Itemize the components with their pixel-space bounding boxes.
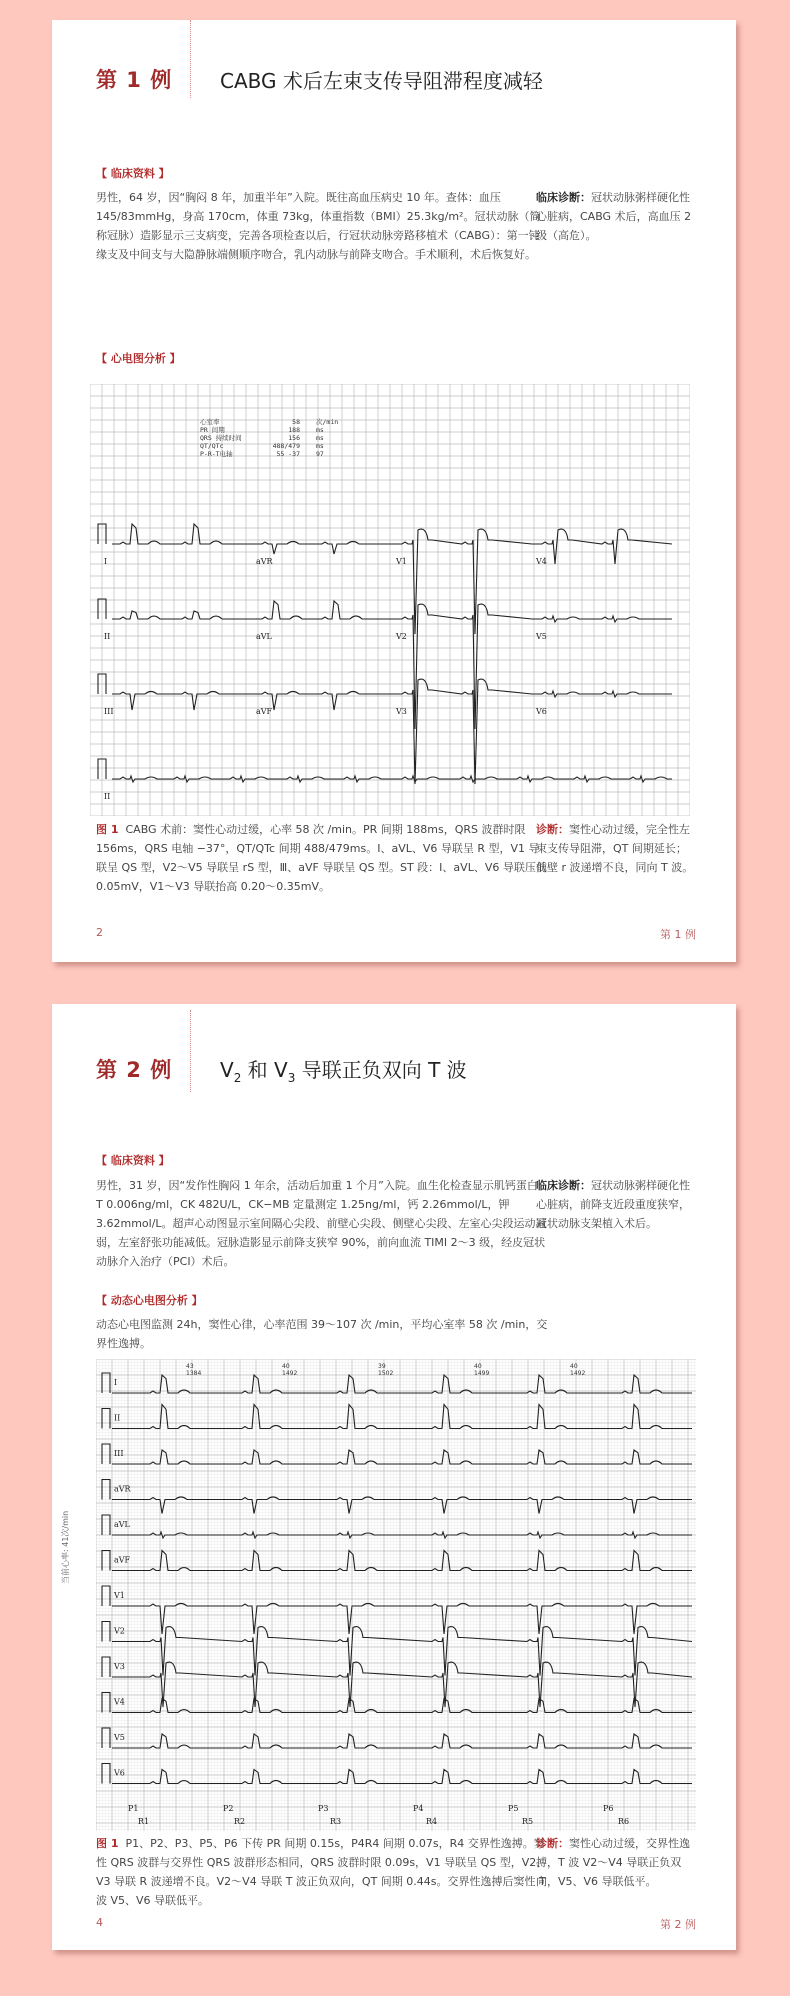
page-case-2 xyxy=(52,1004,736,1950)
svg-text:I: I xyxy=(114,1378,118,1387)
svg-text:P6: P6 xyxy=(603,1804,614,1813)
clinical-diagnosis-label: 临床诊断： xyxy=(536,191,591,204)
svg-text:V3: V3 xyxy=(396,707,407,716)
ecg-heading: 【 心电图分析 】 xyxy=(96,352,181,365)
svg-text:R3: R3 xyxy=(330,1817,342,1826)
svg-text:R6: R6 xyxy=(618,1817,630,1826)
svg-text:R1: R1 xyxy=(138,1817,150,1826)
clinical-diagnosis-text: 冠状动脉粥样硬化性心脏病，CABG 术后，高血压 2 级（高危）。 xyxy=(536,191,692,242)
case-number: 第 1 例 xyxy=(96,68,173,92)
figure-label: 图 1 xyxy=(96,823,119,836)
svg-text:R2: R2 xyxy=(234,1817,246,1826)
svg-text:1384: 1384 xyxy=(186,1370,202,1377)
svg-text:156: 156 xyxy=(288,434,300,442)
svg-text:V6: V6 xyxy=(114,1768,125,1778)
running-footer: 第 1 例 xyxy=(660,928,696,941)
clinical-text: 男性，64 岁，因“胸闷 8 年，加重半年”入院。既往高血压病史 10 年。查体：血压 145/83mmHg，身高 170cm，体重 73kg，体重指数（BMI）25.3kg/m²。冠状动脉（简称冠脉）造影显示三支病变，完善各项检查以后，行冠状动脉旁路移植术（CABG）：第一钝缘支及中间支与大隐静脉端侧顺序吻合，乳内动脉与前降支吻合。手术顺利，术后恢复好。 xyxy=(96,191,541,261)
clinical-text: 男性，31 岁，因“发作性胸闷 1 年余，活动后加重 1 个月”入院。血生化检查显示肌钙蛋白 T 0.006ng/ml，CK 482U/L，CK−MB 定量测定 1.25ng/ml，钙 2.26mmol/L，钾 3.62mmol/L。超声心动图显示室间隔心尖段、前壁心尖段、侧壁心尖段、左室心尖段运动减弱，左室舒张功能减低。冠脉造影显示前降支狭窄 90%，前向血流 TIMI 2～3 级，经皮冠状动脉介入治疗（PCI）术后。 xyxy=(96,1179,547,1268)
svg-text:aVR: aVR xyxy=(114,1484,131,1494)
svg-text:aVL: aVL xyxy=(256,632,272,641)
holter-12-lead-trace xyxy=(96,1359,696,1831)
figure-diagnosis-label: 诊断： xyxy=(536,823,569,836)
svg-text:ms: ms xyxy=(316,442,324,450)
svg-text:QT/QTc: QT/QTc xyxy=(200,442,224,450)
figure-caption-text: CABG 术前：窦性心动过缓，心率 58 次 /min。PR 间期 188ms，QRS 波群时限 156ms，QRS 电轴 −37°，QT/QTc 间期 488/479ms。Ⅰ、aVL、V6 导联呈 R 型，V1 导联呈 QS 型，V2～V5 导联呈 rS 型，Ⅲ、aVF 导联呈 QS 型。ST 段：Ⅰ、aVL、V6 导联压低 0.05mV，V1～V3 导联抬高 0.20～0.35mV。 xyxy=(96,823,547,893)
figure-diagnosis-text: 窦性心动过缓，交界性逸搏，T 波 V2～V4 导联正负双向，V5、V6 导联低平。 xyxy=(536,1837,690,1888)
svg-text:ms: ms xyxy=(316,434,324,442)
figure-label: 图 1 xyxy=(96,1837,119,1850)
holter-text: 动态心电图监测 24h，窦性心律，心率范围 39～107 次 /min，平均心室率 58 次 /min，交界性逸搏。 xyxy=(96,1318,548,1350)
svg-text:心室率: 心室率 xyxy=(200,418,220,426)
svg-text:R4: R4 xyxy=(426,1817,438,1826)
svg-text:P5: P5 xyxy=(508,1804,519,1813)
svg-text:P4: P4 xyxy=(413,1804,424,1813)
svg-text:1502: 1502 xyxy=(378,1370,394,1377)
svg-text:97: 97 xyxy=(316,450,324,458)
clinical-diagnosis xyxy=(536,188,696,245)
svg-text:P2: P2 xyxy=(223,1804,234,1813)
svg-text:III: III xyxy=(114,1449,124,1458)
svg-text:55 -37: 55 -37 xyxy=(276,450,300,458)
holter-ecg-figure xyxy=(96,1359,696,1831)
svg-text:V5: V5 xyxy=(114,1733,125,1742)
svg-text:P3: P3 xyxy=(318,1804,329,1813)
figure-caption xyxy=(96,820,548,896)
svg-text:43: 43 xyxy=(186,1363,194,1370)
svg-text:P1: P1 xyxy=(128,1804,139,1813)
svg-text:II: II xyxy=(104,632,111,641)
svg-text:II: II xyxy=(114,1413,121,1423)
svg-text:40: 40 xyxy=(474,1363,482,1370)
svg-text:aVF: aVF xyxy=(114,1555,131,1565)
svg-text:II: II xyxy=(104,792,111,801)
case-title: $V_2$ 和 $V_3$ 导联正负双向 T 波 xyxy=(220,1058,467,1085)
page-number: 4 xyxy=(96,1916,103,1929)
clinical-diagnosis-label: 临床诊断： xyxy=(536,1179,591,1192)
svg-text:V6: V6 xyxy=(536,707,547,716)
figure-diagnosis xyxy=(536,820,696,877)
clinical-heading: 【 临床资料 】 xyxy=(96,167,170,180)
figure-caption xyxy=(96,1834,548,1910)
svg-text:V4: V4 xyxy=(536,557,547,566)
svg-text:188: 188 xyxy=(288,426,300,434)
ecg-12-lead-trace xyxy=(90,384,690,816)
svg-text:58: 58 xyxy=(292,418,300,426)
page-case-1 xyxy=(52,20,736,962)
clinical-diagnosis xyxy=(536,1176,696,1233)
svg-text:488/479: 488/479 xyxy=(272,442,300,450)
svg-text:QRS 持续时间: QRS 持续时间 xyxy=(200,434,242,442)
title-divider xyxy=(190,20,191,98)
svg-text:1499: 1499 xyxy=(474,1370,490,1377)
svg-text:aVL: aVL xyxy=(114,1520,130,1529)
svg-text:I: I xyxy=(104,557,108,566)
svg-text:R5: R5 xyxy=(522,1817,534,1826)
title-divider xyxy=(190,1010,191,1092)
svg-text:PR 间期: PR 间期 xyxy=(200,426,225,434)
svg-text:ms: ms xyxy=(316,426,324,434)
case-number: 第 2 例 xyxy=(96,1058,173,1082)
figure-diagnosis-label: 诊断： xyxy=(536,1837,569,1850)
svg-text:V1: V1 xyxy=(114,1591,125,1600)
svg-text:aVR: aVR xyxy=(256,557,273,566)
svg-text:39: 39 xyxy=(378,1363,386,1370)
clinical-diagnosis-text: 冠状动脉粥样硬化性心脏病，前降支近段重度狭窄，冠状动脉支架植入术后。 xyxy=(536,1179,690,1230)
svg-text:V2: V2 xyxy=(114,1626,125,1636)
clinical-heading: 【 临床资料 】 xyxy=(96,1154,170,1167)
svg-text:次/min: 次/min xyxy=(316,418,339,426)
holter-heading: 【 动态心电图分析 】 xyxy=(96,1294,203,1307)
holter-side-label: 当前心率: 41次/min xyxy=(61,1510,70,1584)
svg-text:aVF: aVF xyxy=(256,707,273,716)
figure-diagnosis xyxy=(536,1834,696,1891)
svg-text:V3: V3 xyxy=(114,1662,125,1671)
svg-text:40: 40 xyxy=(282,1363,290,1370)
svg-text:III: III xyxy=(104,707,114,716)
svg-text:V4: V4 xyxy=(114,1697,125,1707)
figure-caption-text: P1、P2、P3、P5、P6 下传 PR 间期 0.15s，P4R4 间期 0.07s，R4 交界性逸搏。窦性 QRS 波群与交界性 QRS 波群形态相同，QRS 波群时限 0.09s，V1 导联呈 QS 型，V2、V3 导联 R 波递增不良。V2～V4 导联 T 波正负双向，QT 间期 0.44s。交界性逸搏后窦性 T 波 V5、V6 导联低平。 xyxy=(96,1837,548,1907)
running-footer: 第 2 例 xyxy=(660,1918,696,1931)
svg-text:1492: 1492 xyxy=(282,1370,298,1377)
svg-text:V1: V1 xyxy=(396,557,407,566)
figure-diagnosis-text: 窦性心动过缓，完全性左束支传导阻滞，QT 间期延长；前壁 r 波递增不良，同向 T 波。 xyxy=(536,823,694,874)
svg-text:V5: V5 xyxy=(536,632,547,641)
svg-text:P-R-T电轴: P-R-T电轴 xyxy=(200,450,233,458)
page-number: 2 xyxy=(96,926,103,939)
svg-text:40: 40 xyxy=(570,1363,578,1370)
svg-text:V2: V2 xyxy=(396,632,407,641)
svg-text:1492: 1492 xyxy=(570,1370,586,1377)
case-title: CABG 术后左束支传导阻滞程度减轻 xyxy=(220,69,543,93)
ecg-figure-1 xyxy=(90,384,690,816)
